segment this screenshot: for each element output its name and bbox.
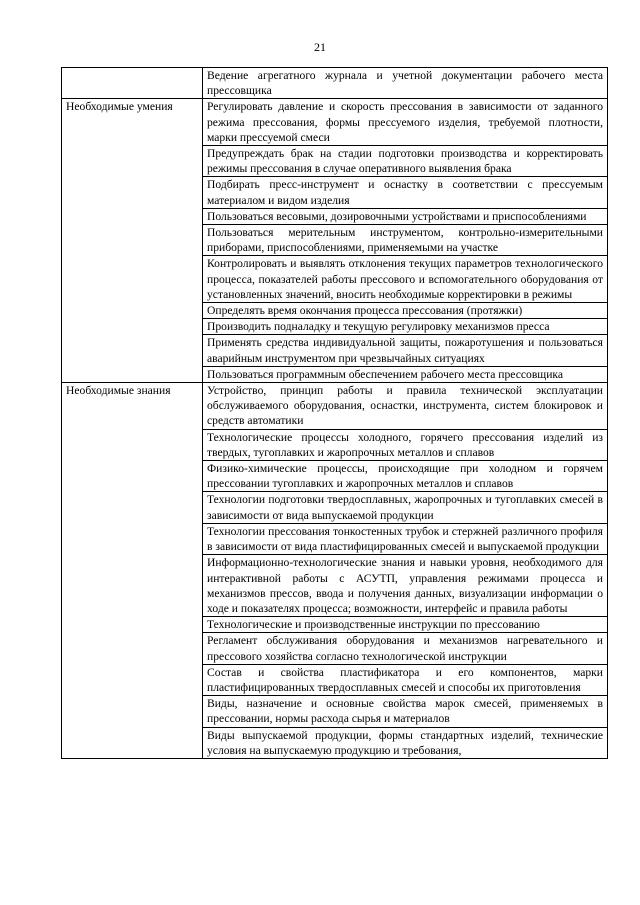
section-item: Производить подналадку и текущую регулировку механизмов пресса <box>203 319 608 335</box>
section-item: Пользоваться мерительным инструментом, контрольно-измерительными приборами, приспособлениями, применяемыми на участке <box>203 225 608 256</box>
section-item: Информационно-технологические знания и навыки уровня, необходимого для интерактивной работы с АСУТП, управления режимами процесса и механизмов прессов, ввода и получения данных, визуализации информации о ходе и показателях процесса; возможности, интерфейс и правила работы <box>203 555 608 617</box>
section-item: Регулировать давление и скорость прессования в зависимости от заданного режима прессования, формы прессуемого изделия, требуемой плотности, марки прессуемой смеси <box>203 99 608 146</box>
section-item: Состав и свойства пластификатора и его компонентов, марки пластифицированных твердосплавных смесей и способы их приготовления <box>203 664 608 695</box>
section-item: Определять время окончания процесса прессования (протяжки) <box>203 303 608 319</box>
section-item: Ведение агрегатного журнала и учетной документации рабочего места прессовщика <box>203 68 608 99</box>
section-item: Подбирать пресс-инструмент и оснастку в соответствии с прессуемым материалом и видом изделия <box>203 177 608 208</box>
section-item: Регламент обслуживания оборудования и механизмов нагревательного и прессового хозяйства согласно технологической инструкции <box>203 633 608 664</box>
competency-table-body <box>62 68 608 759</box>
section-item: Пользоваться программным обеспечением рабочего места прессовщика <box>203 366 608 382</box>
section-item: Устройство, принцип работы и правила технической эксплуатации обслуживаемого оборудования, оснастки, инструмента, систем блокировок и средств автоматики <box>203 383 608 430</box>
page-number: 21 <box>314 40 326 54</box>
section-item: Виды, назначение и основные свойства марок смесей, применяемых в прессовании, нормы расхода сырья и материалов <box>203 696 608 727</box>
section-item: Технологические процессы холодного, горячего прессования изделий из твердых, тугоплавких и жаропрочных металлов и сплавов <box>203 429 608 460</box>
section-label: Необходимые умения <box>62 99 203 383</box>
section-item: Технологические и производственные инструкции по прессованию <box>203 617 608 633</box>
section-item: Технологии подготовки твердосплавных, жаропрочных и тугоплавких смесей в зависимости от вида выпускаемой продукции <box>203 492 608 523</box>
section-item: Предупреждать брак на стадии подготовки производства и корректировать режимы прессования в случае оперативного выявления брака <box>203 146 608 177</box>
section-label-blank <box>62 68 203 99</box>
section-item: Применять средства индивидуальной защиты, пожаротушения и пользоваться аварийным инструментом при чрезвычайных ситуациях <box>203 335 608 366</box>
section-item: Физико-химические процессы, происходящие при холодном и горячем прессовании тугоплавких и жаропрочных металлов и сплавов <box>203 461 608 492</box>
section-item: Пользоваться весовыми, дозировочными устройствами и приспособлениями <box>203 208 608 224</box>
table-row <box>62 99 608 146</box>
competency-table <box>61 67 608 759</box>
section-item: Контролировать и выявлять отклонения текущих параметров технологического процесса, показателей работы прессового и вспомогательного оборудования от установленных значений, вносить необходимые корректировки в режимы <box>203 256 608 303</box>
section-item: Виды выпускаемой продукции, формы стандартных изделий, технические условия на выпускаемую продукцию и требования, <box>203 727 608 758</box>
section-label: Необходимые знания <box>62 383 203 759</box>
table-row <box>62 383 608 430</box>
section-item: Технологии прессования тонкостенных трубок и стержней различного профиля в зависимости от вида пластифицированных смесей и выпускаемой продукции <box>203 523 608 554</box>
table-row <box>62 68 608 99</box>
